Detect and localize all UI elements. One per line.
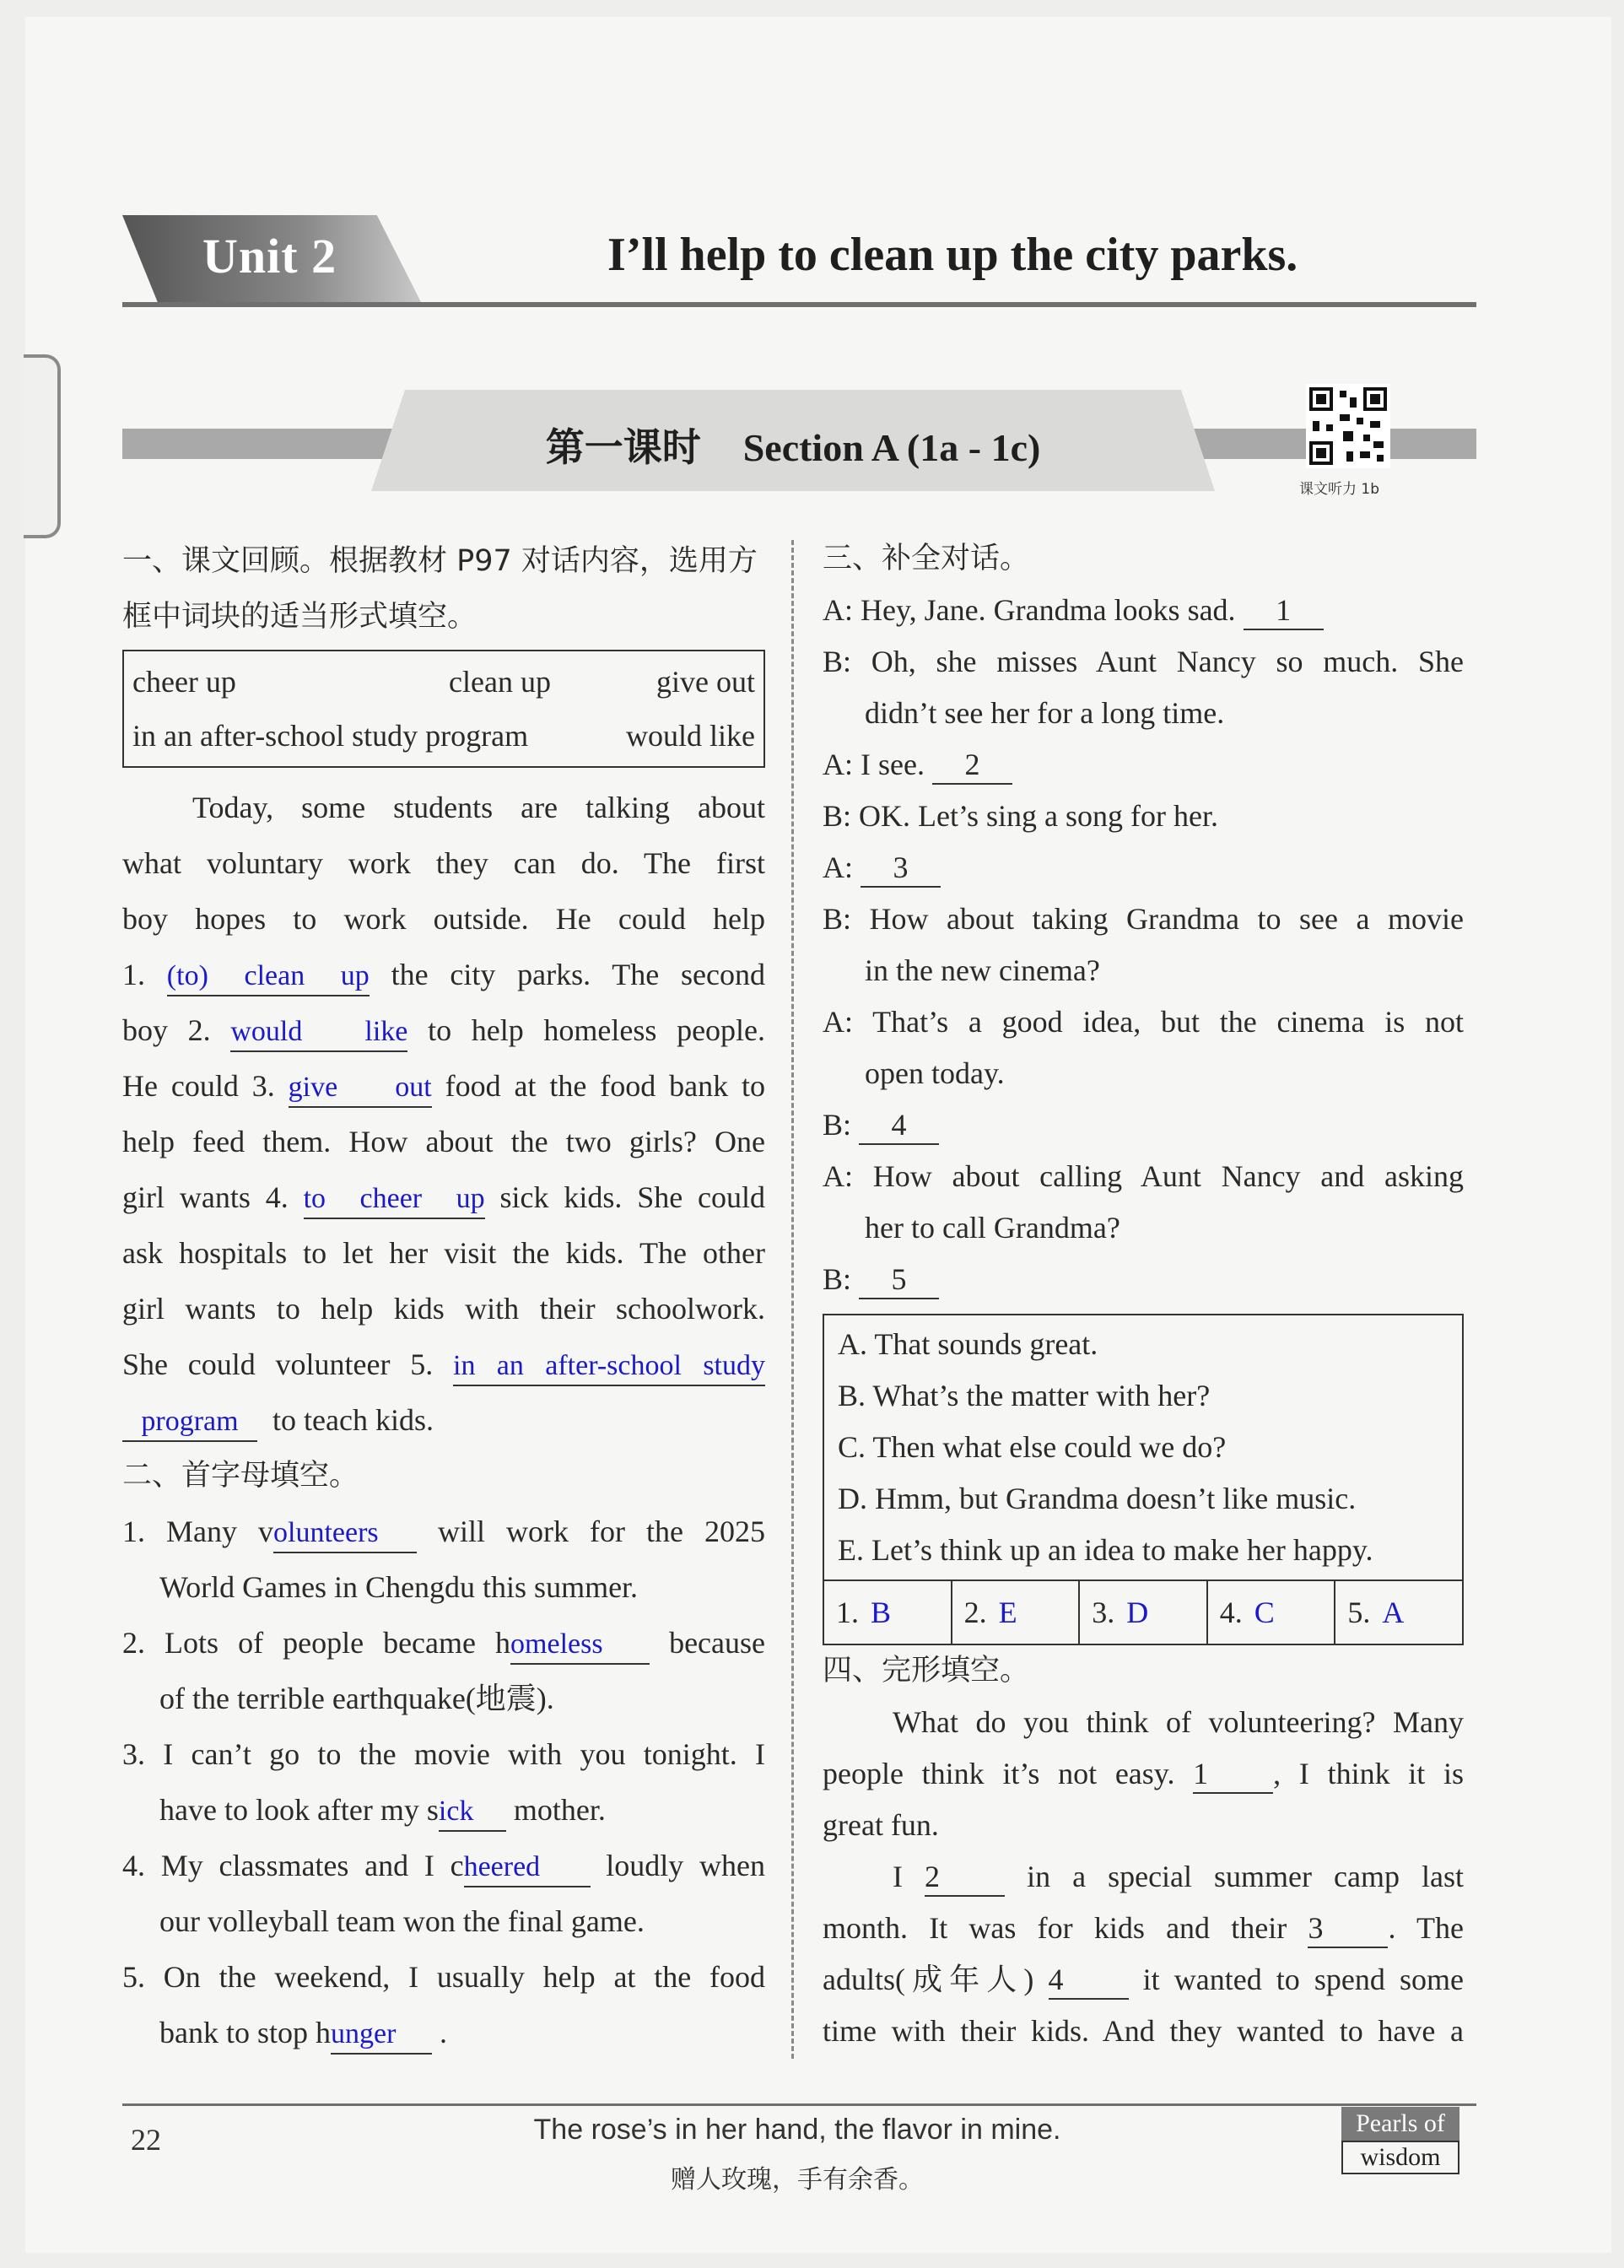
line-text: , I think it is (1273, 1757, 1465, 1790)
answer-blank[interactable]: to cheer up (304, 1180, 485, 1219)
answer-letter: B (871, 1596, 892, 1629)
word-box-item: would like (626, 719, 755, 753)
badge-top: Pearls of (1341, 2107, 1459, 2141)
line-text: I (893, 1860, 903, 1893)
passage-line: Today, some students are talking about (192, 791, 765, 824)
cloze-line: time with their kids. And they wanted to have a (823, 2014, 1464, 2048)
section-en: Section A (1a - 1c) (742, 426, 1041, 469)
passage-line: ask hospitals to let her visit the kids. The other (122, 1236, 765, 1270)
answer-blank[interactable]: give out (289, 1069, 432, 1108)
cloze-line: What do you think of volunteering? Many (893, 1705, 1464, 1739)
speaker: A: (823, 1159, 853, 1193)
dialogue-line (823, 1099, 1464, 1151)
footer-rule (122, 2103, 1476, 2106)
dialogue-line (823, 894, 1464, 945)
dialogue-cont: her to call Grandma? (865, 1211, 1120, 1245)
speaker: A: (823, 1005, 853, 1039)
line-text: bank to stop h (159, 2016, 331, 2049)
line-text: loudly when (606, 1849, 766, 1882)
answer-letter: A (1382, 1596, 1405, 1629)
section-cn: 第一课时 (545, 424, 701, 470)
quote-english: The rose’s in her hand, the flavor in mine. (533, 2114, 1061, 2146)
options-box (823, 1314, 1464, 1645)
part2-heading: 二、首字母填空。 (122, 1459, 359, 1493)
word-box-item: give out (656, 665, 755, 699)
line-text: people think it’s not easy. (823, 1757, 1175, 1790)
passage-line: help feed them. How about the two girls? One (122, 1125, 765, 1158)
line-text: boy 2. (122, 1013, 211, 1047)
word-box-item: in an after-school study program (132, 719, 529, 753)
badge-bottom: wisdom (1341, 2141, 1459, 2174)
exercise-item (122, 1949, 765, 2005)
exercise-item (122, 1726, 765, 1782)
option-item: A. That sounds great. (838, 1327, 1098, 1361)
qr-code-icon[interactable] (1306, 384, 1390, 468)
line-text: My classmates and I c (160, 1849, 464, 1882)
page-number: 22 (131, 2123, 161, 2157)
speaker: B: (823, 1108, 852, 1142)
answer-number: 1. (836, 1596, 859, 1629)
line-text: I see. (861, 748, 925, 781)
speaker: A: (823, 748, 853, 781)
line-text: OK. Let’s sing a song for her. (859, 799, 1218, 833)
answer-number: 3. (1092, 1596, 1115, 1629)
item-number: 5. (122, 1960, 145, 1994)
speaker: A: (823, 850, 853, 884)
speaker: B: (823, 645, 852, 678)
answer-letter: C (1254, 1596, 1275, 1629)
line-text: . (440, 2016, 447, 2049)
answer-number: 4. (1219, 1596, 1243, 1629)
line-text: He could 3. (122, 1069, 275, 1103)
cloze-blank[interactable]: 4 (1049, 1961, 1129, 2000)
cloze-blank[interactable]: 3 (1308, 1909, 1388, 1948)
line-text: because (669, 1626, 765, 1660)
unit-title: I’ll help to clean up the city parks. (607, 229, 1298, 281)
answer-row (824, 1580, 1462, 1644)
dialogue-line (823, 585, 1464, 636)
passage-line (122, 1058, 765, 1114)
line-text: How about calling Aunt Nancy and asking (872, 1159, 1464, 1193)
item-number: 1. (122, 1515, 145, 1548)
option-item: D. Hmm, but Grandma doesn’t like music. (838, 1482, 1357, 1515)
passage-line (122, 1169, 765, 1225)
line-text: it wanted to spend some (1142, 1963, 1464, 1996)
line-text: On the weekend, I usually help at the food (163, 1960, 765, 1994)
answer-cell[interactable] (824, 1581, 952, 1644)
line-text: the city parks. The second (391, 958, 765, 991)
answer-letter: E (998, 1596, 1017, 1629)
line-text: Oh, she misses Aunt Nancy so much. She (871, 645, 1465, 678)
answer-number: 5. (1347, 1596, 1371, 1629)
exercise-item-cont (122, 2005, 765, 2060)
line-text: She could volunteer 5. (122, 1347, 434, 1381)
dialogue-blank[interactable]: 1 (1244, 591, 1324, 630)
cloze-line (823, 1851, 1464, 1903)
word-box-item: clean up (449, 665, 551, 699)
passage-line: what voluntary work they can do. The first (122, 846, 765, 880)
cloze-line: great fun. (823, 1808, 939, 1842)
word-box (122, 650, 765, 768)
passage-line (122, 1002, 765, 1058)
part1-heading: 一、课文回顾。根据教材 P97 对话内容，选用方框中词块的适当形式填空。 (122, 544, 758, 634)
pearls-badge (1341, 2107, 1459, 2174)
answer-cell[interactable] (952, 1581, 1081, 1644)
line-text: adults(成年人) (823, 1963, 1034, 1996)
left-column (122, 533, 765, 2060)
cloze-line (823, 1954, 1464, 2006)
exercise-item (122, 1504, 765, 1559)
passage-line: boy hopes to work outside. He could help (122, 902, 765, 936)
line-text: I can’t go to the movie with you tonight. I (163, 1737, 766, 1771)
line-text: month. It was for kids and their (823, 1911, 1287, 1945)
header-rule (122, 302, 1476, 307)
line-text: That’s a good idea, but the cinema is not (872, 1005, 1464, 1039)
page-edge-tab (24, 354, 61, 538)
line-text: will work for the 2025 (438, 1515, 766, 1548)
quote-chinese: 赠人玫瑰，手有余香。 (671, 2165, 924, 2195)
answer-number: 2. (963, 1596, 987, 1629)
dialogue-cont: in the new cinema? (865, 953, 1100, 987)
dialogue-line (823, 636, 1464, 688)
dialogue-blank[interactable]: 4 (859, 1106, 939, 1145)
exercise-item (122, 1615, 765, 1671)
line-text: to help homeless people. (428, 1013, 766, 1047)
answer-cell[interactable] (1208, 1581, 1336, 1644)
answer-cell[interactable] (1080, 1581, 1208, 1644)
dialogue-cont: didn’t see her for a long time. (865, 696, 1225, 730)
line-text: Lots of people became h (165, 1626, 511, 1660)
item-number: 4. (122, 1849, 145, 1882)
option-item: E. Let’s think up an idea to make her happy. (838, 1533, 1373, 1567)
line-text: to teach kids. (272, 1403, 434, 1437)
word-box-item: cheer up (132, 665, 236, 699)
line-text: have to look after my s (159, 1793, 439, 1827)
passage-line (122, 947, 765, 1002)
unit-label: Unit 2 (202, 229, 337, 284)
cloze-blank[interactable]: 1 (1193, 1755, 1273, 1794)
dialogue-blank[interactable]: 2 (932, 746, 1012, 785)
answer-blank[interactable]: olunteers (273, 1515, 417, 1553)
line-text: mother. (513, 1793, 606, 1827)
answer-blank[interactable]: (to) clean up (167, 958, 370, 996)
answer-blank[interactable]: heered (464, 1849, 591, 1887)
answer-blank[interactable]: program (122, 1403, 257, 1442)
dialogue-blank[interactable]: 3 (861, 849, 941, 888)
option-item: C. Then what else could we do? (838, 1430, 1227, 1464)
line-text: . The (1388, 1911, 1464, 1945)
exercise-item-cont: of the terrible earthquake(地震). (159, 1682, 554, 1715)
answer-letter: D (1126, 1596, 1149, 1629)
exercise-item (122, 1838, 765, 1893)
dialogue-line (823, 1254, 1464, 1305)
dialogue-line (823, 791, 1464, 842)
dialogue-blank[interactable]: 5 (859, 1261, 939, 1299)
dialogue-line (823, 1151, 1464, 1202)
passage-line (122, 1392, 765, 1448)
cloze-line (823, 1748, 1464, 1800)
answer-blank[interactable]: would like (230, 1013, 407, 1052)
line-text: in a special summer camp last (1027, 1860, 1465, 1893)
speaker: B: (823, 1262, 852, 1296)
passage-line (122, 1336, 765, 1392)
line-text: Many v (166, 1515, 274, 1548)
line-text: How about taking Grandma to see a movie (869, 902, 1465, 936)
column-divider (791, 540, 794, 2059)
cloze-line (823, 1903, 1464, 1954)
exercise-item-cont (122, 1782, 765, 1838)
right-column (823, 533, 1464, 2057)
dialogue-cont: open today. (865, 1056, 1005, 1090)
part4-heading: 四、完形填空。 (823, 1654, 1030, 1688)
speaker: B: (823, 902, 852, 936)
line-text: girl wants 4. (122, 1180, 289, 1214)
line-text: food at the food bank to (445, 1069, 766, 1103)
answer-blank[interactable]: unger (331, 2016, 432, 2055)
line-text: sick kids. She could (499, 1180, 766, 1214)
speaker: A: (823, 593, 853, 627)
option-item: B. What’s the matter with her? (838, 1379, 1211, 1412)
dialogue-line (823, 739, 1464, 791)
line-text: 1. (122, 958, 145, 991)
item-number: 3. (122, 1737, 145, 1771)
answer-blank[interactable]: in an after-school study (453, 1347, 765, 1386)
answer-blank[interactable]: ick (439, 1793, 506, 1832)
item-number: 2. (122, 1626, 145, 1660)
answer-blank[interactable]: omeless (510, 1626, 650, 1665)
dialogue-line (823, 842, 1464, 894)
dialogue-line (823, 996, 1464, 1048)
section-title (371, 417, 1215, 472)
line-text: Hey, Jane. Grandma looks sad. (861, 593, 1236, 627)
exercise-item-cont: our volleyball team won the final game. (159, 1904, 645, 1938)
part3-heading: 三、补全对话。 (823, 542, 1030, 575)
qr-label: 课文听力 1b (1299, 481, 1380, 498)
speaker: B: (823, 799, 852, 833)
passage-line: girl wants to help kids with their schoolwork. (122, 1292, 765, 1326)
exercise-item-cont: World Games in Chengdu this summer. (159, 1570, 639, 1604)
cloze-blank[interactable]: 2 (925, 1858, 1005, 1897)
answer-cell[interactable] (1335, 1581, 1462, 1644)
